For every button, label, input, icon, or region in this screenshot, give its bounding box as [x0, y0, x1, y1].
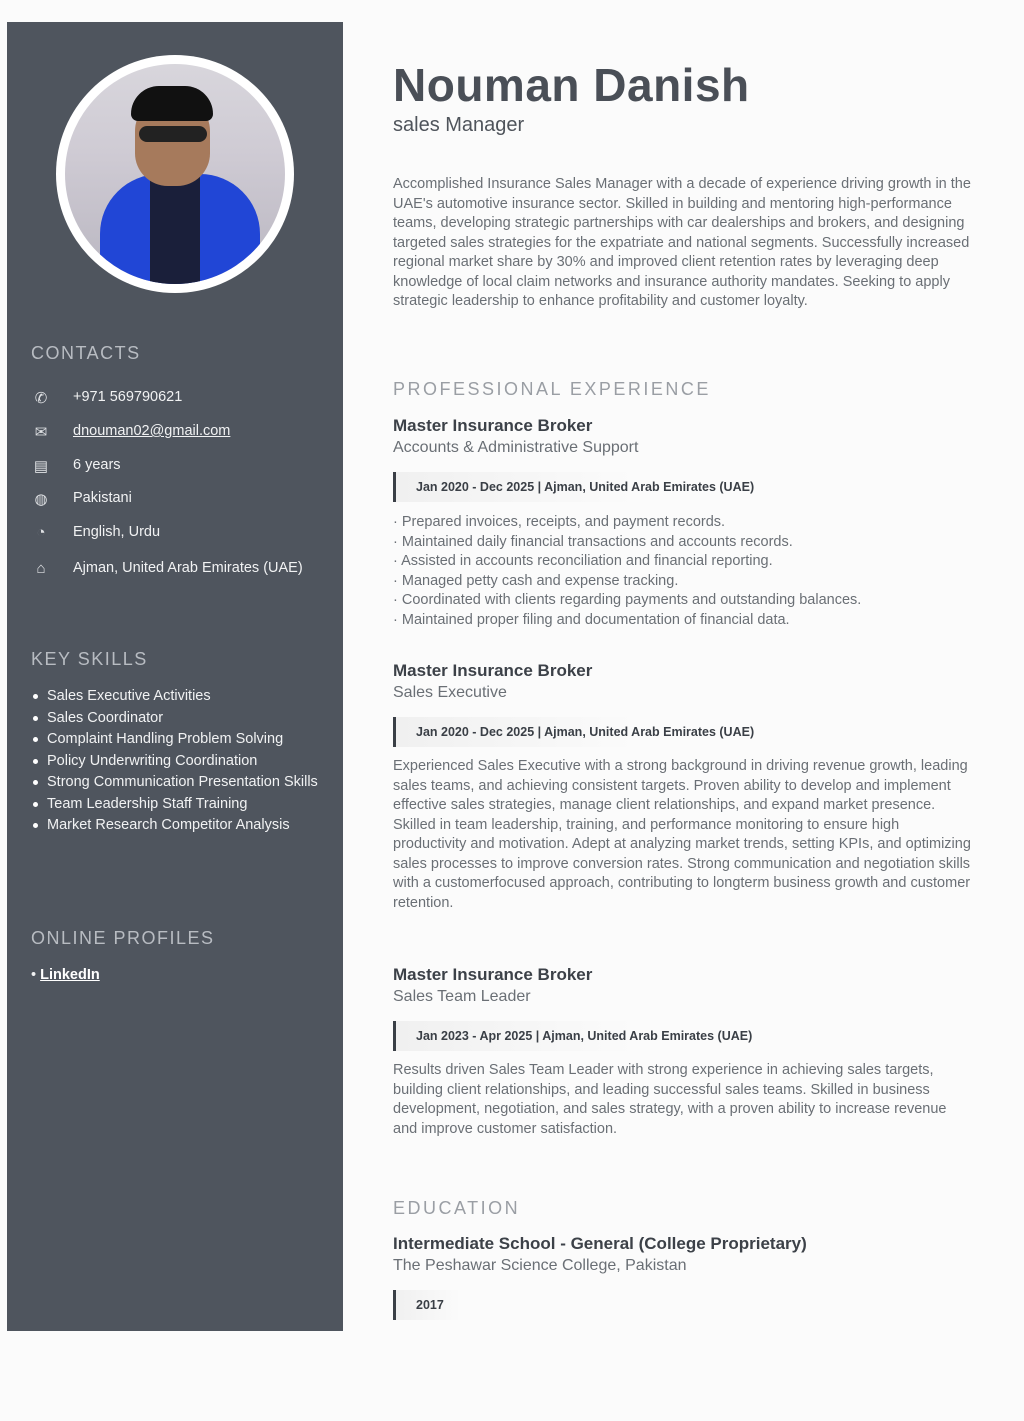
email-link[interactable]: dnouman02@gmail.com	[73, 423, 231, 439]
contacts-heading: CONTACTS	[31, 343, 141, 363]
job-bullet: · Maintained proper filing and documentation of financial data.	[393, 611, 790, 628]
skill-item: Sales Coordinator	[31, 708, 331, 730]
linkedin-link[interactable]: LinkedIn	[40, 967, 100, 983]
job-date: Jan 2020 - Dec 2025 | Ajman, United Arab Emirates (UAE)	[393, 472, 793, 502]
job-company: Master Insurance Broker	[393, 965, 593, 984]
skill-item: Policy Underwriting Coordination	[31, 751, 331, 773]
profile-item: • LinkedIn	[31, 967, 100, 983]
candidate-name: Nouman Danish	[393, 59, 750, 111]
job-description: Results driven Sales Team Leader with strong experience in achieving sales targets, building client relationships, and leading successful sales teams. Skilled in business development, negotiation, and sales strategy, with a proven ability to increase revenue and improve customer satisfaction.	[393, 1062, 947, 1137]
education-entry	[393, 1234, 973, 1320]
skills-heading: KEY SKILLS	[31, 649, 148, 669]
briefcase-icon: ▤	[33, 458, 49, 475]
contact-nationality: ◍ Pakistani	[31, 490, 132, 508]
sidebar	[7, 22, 343, 1331]
job-company: Master Insurance Broker	[393, 416, 593, 435]
skill-item: Market Research Competitor Analysis	[31, 815, 331, 837]
skill-item: Complaint Handling Problem Solving	[31, 729, 331, 751]
education-date: 2017	[393, 1290, 503, 1320]
job-bullet: · Maintained daily financial transactions and accounts records.	[393, 533, 793, 550]
phone-icon: ✆	[34, 390, 48, 407]
home-icon: ⌂	[36, 560, 46, 577]
job-bullet: · Coordinated with clients regarding payments and outstanding balances.	[393, 592, 862, 608]
skill-item: Team Leadership Staff Training	[31, 794, 331, 816]
language-icon: ◔	[36, 524, 46, 541]
job-entry	[393, 965, 973, 1139]
skills-list	[31, 686, 331, 837]
job-bullet: · Prepared invoices, receipts, and payment records.	[393, 514, 726, 530]
contact-phone: ✆ +971 569790621	[31, 389, 182, 407]
job-position: Accounts & Administrative Support	[393, 439, 639, 456]
profiles-heading: ONLINE PROFILES	[31, 928, 215, 948]
education-heading: EDUCATION	[393, 1198, 521, 1218]
contact-address: ⌂ Ajman, United Arab Emirates (UAE)	[31, 558, 321, 579]
job-position: Sales Executive	[393, 684, 507, 701]
job-bullet: · Managed petty cash and expense tracking.	[393, 572, 679, 589]
contact-email	[31, 423, 230, 441]
job-date: Jan 2020 - Dec 2025 | Ajman, United Arab Emirates (UAE)	[393, 717, 793, 747]
degree: Intermediate School - General (College Proprietary)	[393, 1234, 807, 1253]
job-description: Experienced Sales Executive with a strong background in driving revenue growth, leading sales teams, and achieving consistent targets. Proven ability to develop and implement effective sales strategies, manage client relationships, and expand market presence. Skilled in team leadership, training, and performance monitoring to ensure high productivity and motivation. Adept at analyzing market trends, setting KPIs, and optimizing sales processes to improve conversion rates. Strong communication and negotiation skills with a customerfocused approach, contributing to longterm business growth and customer retention.	[393, 758, 971, 911]
candidate-title: sales Manager	[393, 114, 525, 136]
job-entry	[393, 416, 973, 630]
profile-photo	[56, 55, 294, 293]
job-entry	[393, 661, 973, 913]
school: The Peshawar Science College, Pakistan	[393, 1257, 687, 1274]
job-company: Master Insurance Broker	[393, 661, 593, 680]
summary: Accomplished Insurance Sales Manager with a decade of experience driving growth in the UAE's automotive insurance sector. Skilled in building and mentoring high-performance teams, developing strategic partnerships with car dealerships and brokers, and designing targeted sales strategies for the expatriate and national segments. Successfully increased regional market share by 30% and improved client retention rates by leveraging deep knowledge of local claim networks and insurance authority mandates. Seeking to apply strategic leadership to enhance profitability and customer loyalty.	[393, 176, 971, 309]
email-icon: ✉	[34, 424, 48, 441]
contact-experience: ▤ 6 years	[31, 457, 121, 475]
job-position: Sales Team Leader	[393, 988, 531, 1005]
skill-item: Strong Communication Presentation Skills	[31, 772, 331, 794]
job-bullet: · Assisted in accounts reconciliation and financial reporting.	[393, 553, 773, 569]
globe-icon: ◍	[34, 491, 48, 508]
experience-heading: PROFESSIONAL EXPERIENCE	[393, 379, 711, 399]
skill-item: Sales Executive Activities	[31, 686, 331, 708]
contact-languages: ◔ English, Urdu	[31, 524, 160, 542]
job-date: Jan 2023 - Apr 2025 | Ajman, United Arab Emirates (UAE)	[393, 1021, 793, 1051]
